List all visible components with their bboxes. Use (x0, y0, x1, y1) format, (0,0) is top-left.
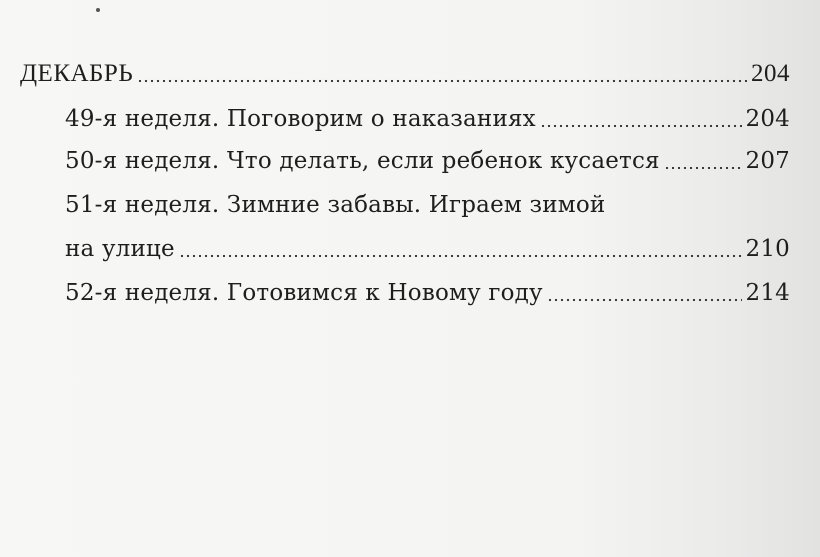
toc-section-title: ДЕКАБРЬ (20, 60, 134, 87)
toc-page-number: 204 (751, 60, 790, 87)
toc-entry (65, 101, 790, 137)
toc-entry-continuation (65, 231, 790, 267)
dot-leader (179, 253, 742, 259)
toc-entry (65, 275, 790, 311)
dot-leader (547, 297, 742, 303)
toc-entry-title: 51-я неделя. Зимние забавы. Играем зимой (65, 192, 606, 218)
dot-leader (137, 78, 747, 84)
dot-leader (664, 165, 742, 171)
toc-entry-title: 49-я неделя. Поговорим о наказаниях (65, 106, 536, 132)
toc-section-december (20, 56, 790, 92)
toc-entry (65, 187, 790, 223)
ink-speck (96, 8, 100, 12)
toc-page-number: 204 (745, 106, 790, 132)
toc-entry-title: на улице (65, 236, 175, 262)
toc-page-number: 210 (745, 236, 790, 262)
toc-entry-title: 52-я неделя. Готовимся к Новому году (65, 280, 543, 306)
toc-page-number: 214 (745, 280, 790, 306)
toc-entry-title: 50-я неделя. Что делать, если ребенок кусается (65, 148, 660, 174)
toc-page-number: 207 (745, 148, 790, 174)
dot-leader (540, 123, 742, 129)
toc-entry (65, 143, 790, 179)
